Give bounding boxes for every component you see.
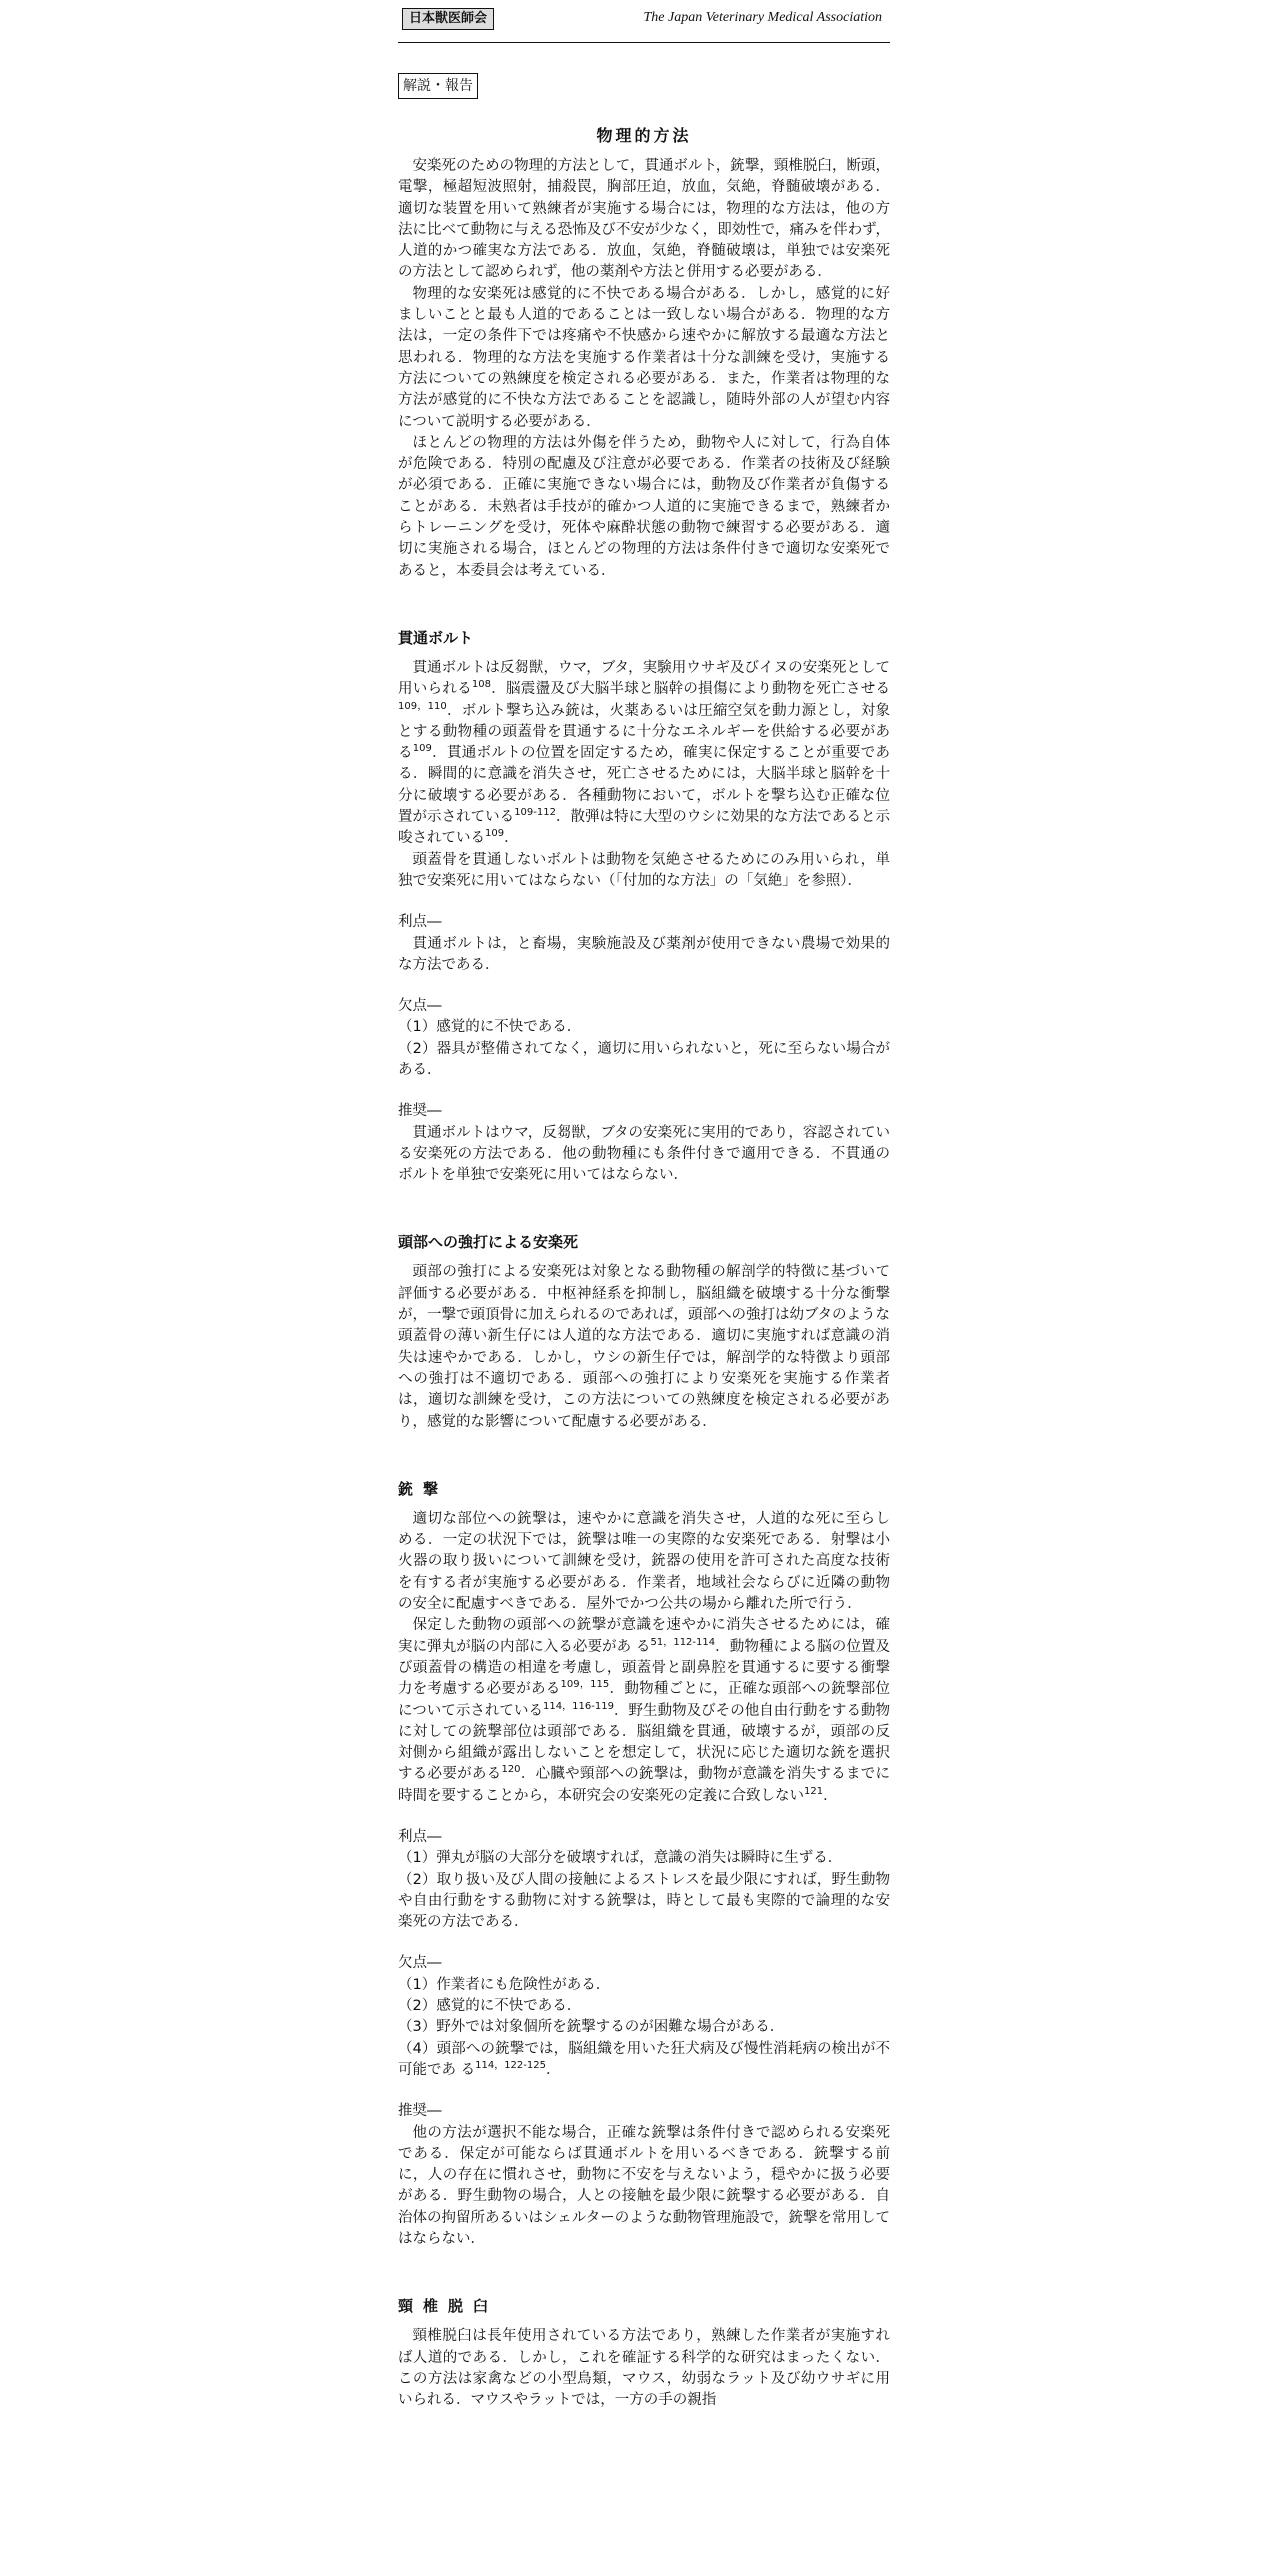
section-title: 物理的方法 [596, 126, 692, 145]
recommendation-text: 他の方法が選択不能な場合，正確な銃撃は条件付きで認められる安楽死である．保定が可能ならば貫通ボルトを用いるべきである．銃撃する前に，人の存在に慣れさせ，動物に不安を与えないよう，穏やかに扱う必要がある．野生動物の場合，人との接触を最少限に銃撃する必要がある．自治体の拘留所あるいはシェルターのような動物管理施設で，銃撃を常用してはならない． [398, 2124, 890, 2248]
advantages-list [398, 1848, 890, 1933]
list-item: （2）器具が整備されてなく，適切に用いられないと，死に至らない場合がある． [398, 1040, 890, 1078]
recommendation-text: 貫通ボルトはウマ，反芻獣，ブタの安楽死に実用的であり，容認されている安楽死の方法である．他の動物種にも条件付きで適用できる．不貫通のボルトを単独で安楽死に用いてはならない． [398, 1124, 890, 1184]
intro-paragraph: ほとんどの物理的方法は外傷を伴うため，動物や人に対して，行為自体が危険である．特別の配慮及び注意が必要である．作業者の技術及び経験が必須である．正確に実施できない場合には，動物及び作業者が負傷することがある．未熟者は手技が的確かつ人道的に実施できるまで，熟練者からトレーニングを受け，死体や麻酔状態の動物で練習する必要がある．適切に実施される場合，ほとんどの物理的方法は条件付きで適切な安楽死であると，本委員会は考えている． [398, 434, 890, 579]
heading-penetrating-bolt: 貫通ボルト [398, 628, 474, 647]
disadvantages-label: 欠点― [398, 1955, 442, 1972]
org-english-name: The Japan Veterinary Medical Association [643, 10, 882, 25]
cervical-paragraph: 頸椎脱臼は長年使用されている方法であり，熟練した作業者が実施すれば人道的である．しかし，これを確証する科学的な研究はまったくない．この方法は家禽などの小型鳥類，マウス，幼弱なラット及び幼ウサギに用いられる．マウスやラットでは，一方の手の親指 [398, 2328, 890, 2409]
advantages-label: 利点― [398, 914, 442, 931]
list-item: （2）感覚的に不快である． [398, 1998, 582, 2015]
gunshot-paragraph: 適切な部位への銃撃は，速やかに意識を消失させ，人道的な死に至らしめる．一定の状況下では，銃撃は唯一の実際的な安楽死である．射撃は小火器の取り扱いについて訓練を受け，銃器の使用を許可された高度な技術を有する者が実施する必要がある．作業者，地域社会ならびに近隣の動物の安全に配慮すべきである．屋外でかつ公共の場から離れた所で行う． [398, 1510, 890, 1613]
list-item: （1）感覚的に不快である． [398, 1019, 582, 1036]
recommendation-label: 推奨― [398, 2103, 442, 2120]
disadvantages-list [398, 1975, 890, 2081]
gunshot-paragraph: 保定した動物の頭部への銃撃が意識を速やかに消失させるためには，確実に弾丸が脳の内部に入る必要があ る$^{51,112-114}$．動物種による脳の位置及び頭蓋骨の構造の相違を考慮し，頭蓋骨と副鼻腔を貫通するに要する衝撃力を考慮する必要がある$^{109,115}$．動物種ごとに，正確な頭部への銃撃部位について示されている$^{114,116-119}$．野生動物及びその他自由行動をする動物に対しての銃撃部位は頭部である．脳組織を貫通，破壊するが，頭部の反対側から組織が露出しないことを想定して，状況に応じた適切な銃を選択する必要がある$^{120}$．心臓や頸部への銃撃は，動物が意識を消失するまでに時間を要することから，本研究会の安楽死の定義に合致しない$^{121}$． [398, 1617, 891, 1804]
disadvantages-label: 欠点― [398, 998, 442, 1015]
list-item: （1）弾丸が脳の大部分を破壊すれば，意識の消失は瞬時に生ずる． [398, 1850, 843, 1867]
bolt-paragraph: 頭蓋骨を貫通しないボルトは動物を気絶させるためにのみ用いられ，単独で安楽死に用いてはならない（「付加的な方法」の「気絶」を参照）． [398, 851, 890, 889]
journal-header [398, 8, 890, 43]
heading-gunshot: 銃撃 [398, 1479, 449, 1498]
intro-paragraph: 物理的な安楽死は感覚的に不快である場合がある．しかし，感覚的に好ましいことと最も人道的であることは一致しない場合がある．物理的な方法は，一定の条件下では疼痛や不快感から速やかに解放する最適な方法と思われる．物理的な方法を実施する作業者は十分な訓練を受け，実施する方法についての熟練度を検定される必要がある．また，作業者は物理的な方法が感覚的に不快な方法であることを認識し，随時外部の人が望む内容について説明する必要がある． [398, 285, 890, 430]
heading-cervical-dislocation: 頸椎脱臼 [398, 2297, 499, 2316]
list-item: （1）作業者にも危険性がある． [398, 1976, 611, 1993]
blow-paragraph: 頭部の強打による安楽死は対象となる動物種の解剖学的特徴に基づいて評価する必要がある．中枢神経系を抑制し，脳組織を破壊する十分な衝撃が，一撃で頭頂骨に加えられるのであれば，頭部への強打は幼ブタのような頭蓋骨の薄い新生仔には人道的な方法である．適切に実施すれば意識の消失は速やかである．しかし，ウシの新生仔では，解剖学的な特徴より頭部への強打は不適切である．頭部への強打により安楽死を実施する作業者は，適切な訓練を受け，この方法についての熟練度を検定される必要があり，感覚的な影響について配慮する必要がある． [398, 1264, 890, 1430]
advantages-label: 利点― [398, 1829, 442, 1845]
recommendation-label: 推奨― [398, 1103, 442, 1120]
list-item: （4）頭部への銃撃では，脳組織を用いた狂犬病及び慢性消耗病の検出が不可能であ る$^{114,122-125}$． [398, 2040, 890, 2078]
category-label: 解説・報告 [398, 73, 478, 99]
org-badge: 日本獣医師会 [402, 8, 494, 30]
list-item: （3）野外では対象個所を銃撃するのが困難な場合がある． [398, 2019, 785, 2036]
advantages-text: 貫通ボルトは，と畜場，実験施設及び薬剤が使用できない農場で効果的な方法である． [398, 935, 890, 973]
list-item: （2）取り扱い及び人間の接触によるストレスを最少限にすれば，野生動物や自由行動をする動物に対する銃撃は，時として最も実際的で論理的な安楽死の方法である． [398, 1871, 890, 1931]
heading-blow-to-head: 頭部への強打による安楽死 [398, 1233, 579, 1252]
disadvantages-list [398, 1017, 890, 1081]
document-page [398, 0, 890, 2412]
bolt-paragraph: 貫通ボルトは反芻獣，ウマ，ブタ，実験用ウサギ及びイヌの安楽死として用いられる$^{108}$．脳震盪及び大脳半球と脳幹の損傷により動物を死亡させる$^{109,110}$．ボルト撃ち込み銃は，火薬あるいは圧縮空気を動力源とし，対象とする動物種の頭蓋骨を貫通するに十分なエネルギーを供給する必要がある$^{109}$．貫通ボルトの位置を固定するため，確実に保定することが重要である．瞬間的に意識を消失させ，死亡させるためには，大脳半球と脳幹を十分に破壊する必要がある．各種動物において，ボルトを撃ち込む正確な位置が示されている$^{109-112}$．散弾は特に大型のウシに効果的な方法であると示唆されている$^{109}$． [398, 659, 891, 847]
intro-paragraph: 安楽死のための物理的方法として，貫通ボルト，銃撃，頸椎脱臼，断頭，電撃，極超短波照射，捕殺罠，胸部圧迫，放血，気絶，脊髄破壊がある．適切な装置を用いて熟練者が実施する場合には，物理的な方法は，他の方法に比べて動物に与える恐怖及び不安が少なく，即効性で，痛みを伴わず，人道的かつ確実な方法である．放血，気絶，脊髄破壊は，単独では安楽死の方法として認められず，他の薬剤や方法と併用する必要がある． [398, 158, 890, 281]
